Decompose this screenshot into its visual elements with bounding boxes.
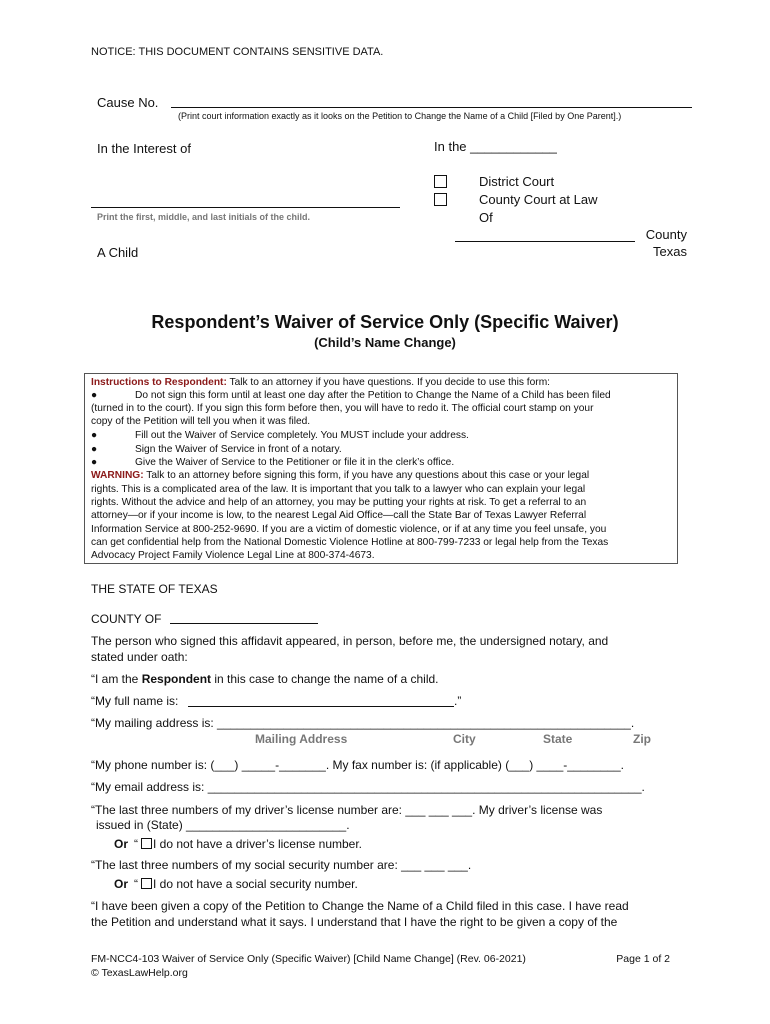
instruction-2: Fill out the Waiver of Service completely. You MUST include your address. <box>135 430 469 441</box>
phone-fax-field[interactable]: “My phone number is: (___) _____-_______. My fax number is: (if applicable) (___) ____-________. <box>91 758 624 772</box>
quote-mark: “ <box>134 877 138 891</box>
affidavit-text: stated under oath: <box>91 650 188 664</box>
in-the-court-field[interactable]: In the ____________ <box>434 139 557 154</box>
cause-number-label: Cause No. <box>97 95 159 110</box>
page-number: Page 1 of 2 <box>616 953 670 965</box>
petition-copy-text: the Petition and understand what it says. I understand that I have the right to be given a copy of the <box>91 915 618 929</box>
respondent-statement: “I am the Respondent in this case to change the name of a child. <box>91 672 439 686</box>
instruction-3: Sign the Waiver of Service in front of a notary. <box>135 444 342 455</box>
county-of-field[interactable] <box>170 623 318 624</box>
email-field[interactable]: “My email address is: _________________________________________________________________. <box>91 780 645 794</box>
instructions-intro-line: Instructions to Respondent: Talk to an attorney if you have questions. If you decide to use this form: <box>91 377 551 388</box>
document-title: Respondent’s Waiver of Service Only (Specific Waiver) <box>151 312 619 332</box>
warning-text: can get confidential help from the National Domestic Violence Hotline at 800-799-7233 or legal help from the Texas <box>91 537 609 548</box>
warning-text: Information Service at 800-252-9690. If you are a victim of domestic violence, or if at any time you feel unsafe, you <box>91 524 607 535</box>
form-id: FM-NCC4-103 Waiver of Service Only (Specific Waiver) [Child Name Change] (Rev. 06-2021) <box>91 953 526 965</box>
warning-label: WARNING: <box>91 470 144 481</box>
county-of-label: COUNTY OF <box>91 612 162 626</box>
ssn-field[interactable]: “The last three numbers of my social security number are: ___ ___ ___. <box>91 858 472 872</box>
city-hint: City <box>453 732 476 746</box>
bullet: ● <box>91 444 98 455</box>
petition-copy-text: “I have been given a copy of the Petition to Change the Name of a Child filed in this case. I have read <box>91 899 629 913</box>
texas-label: Texas <box>653 244 687 259</box>
child-initials-hint: Print the first, middle, and last initials of the child. <box>97 212 311 222</box>
instruction-1: Do not sign this form until at least one day after the Petition to Change the Name of a Child has been filed <box>135 390 611 401</box>
instruction-1-cont: (turned in to the court). If you sign this form before then, you will have to redo it. The official court stamp on your <box>91 403 594 414</box>
no-ssn-checkbox[interactable] <box>141 878 152 889</box>
mailing-address-hint: Mailing Address <box>255 732 348 746</box>
cause-number-hint: (Print court information exactly as it looks on the Petition to Change the Name of a Child [Filed by One Parent].) <box>178 111 622 121</box>
warning-line: WARNING: Talk to an attorney before signing this form, if you have any questions about this case or your legal <box>91 470 590 481</box>
no-license-checkbox[interactable] <box>141 838 152 849</box>
bullet: ● <box>91 430 98 441</box>
county-court-label: County Court at Law <box>479 192 598 207</box>
district-court-label: District Court <box>479 174 555 189</box>
warning-text: Advocacy Project Family Violence Legal Line at 800-374-4673. <box>91 550 375 561</box>
instruction-1-cont: copy of the Petition will tell you when it was filed. <box>91 416 311 427</box>
license-state-field[interactable]: issued in (State) ________________________. <box>96 818 350 832</box>
warning-text: attorney—or if your income is low, to the nearest Legal Aid Office—call the State Bar of Texas Lawyer Referral <box>91 510 587 521</box>
instructions-box <box>84 373 678 564</box>
bullet: ● <box>91 390 98 401</box>
quote-mark: “ <box>134 837 138 851</box>
zip-hint: Zip <box>633 732 651 746</box>
no-ssn-label: I do not have a social security number. <box>153 877 358 891</box>
a-child-label: A Child <box>97 245 139 260</box>
full-name-label: “My full name is: <box>91 694 179 708</box>
cause-number-field[interactable] <box>171 107 692 108</box>
county-label: County <box>645 227 687 242</box>
county-court-checkbox[interactable] <box>434 193 447 206</box>
full-name-end: .” <box>454 694 462 708</box>
no-license-label: I do not have a driver’s license number. <box>153 837 363 851</box>
child-initials-field[interactable] <box>91 207 400 208</box>
interest-of-label: In the Interest of <box>97 141 191 156</box>
sensitive-data-notice: NOTICE: THIS DOCUMENT CONTAINS SENSITIVE DATA. <box>91 46 384 58</box>
state-of-texas: THE STATE OF TEXAS <box>91 582 218 596</box>
warning-text: rights. Without the advice and help of an attorney, you may be putting your rights at risk. To get a referral to an <box>91 497 587 508</box>
instructions-label: Instructions to Respondent: <box>91 377 227 388</box>
full-name-field[interactable] <box>188 706 454 707</box>
document-subtitle: (Child’s Name Change) <box>314 335 456 350</box>
or-label: Or <box>114 837 129 851</box>
district-court-checkbox[interactable] <box>434 175 447 188</box>
or-label: Or <box>114 877 129 891</box>
of-label: Of <box>479 210 493 225</box>
copyright: © TexasLawHelp.org <box>91 967 188 979</box>
bullet: ● <box>91 457 98 468</box>
affidavit-text: The person who signed this affidavit appeared, in person, before me, the undersigned notary, and <box>91 634 609 648</box>
instruction-4: Give the Waiver of Service to the Petitioner or file it in the clerk’s office. <box>135 457 455 468</box>
mailing-address-field[interactable]: “My mailing address is: ______________________________________________________________. <box>91 716 635 730</box>
state-hint: State <box>543 732 573 746</box>
drivers-license-field[interactable]: “The last three numbers of my driver’s license number are: ___ ___ ___. My driver’s license was <box>91 803 603 817</box>
warning-text: rights. This is a complicated area of the law. It is important that you talk to a lawyer who can explain your legal <box>91 484 586 495</box>
